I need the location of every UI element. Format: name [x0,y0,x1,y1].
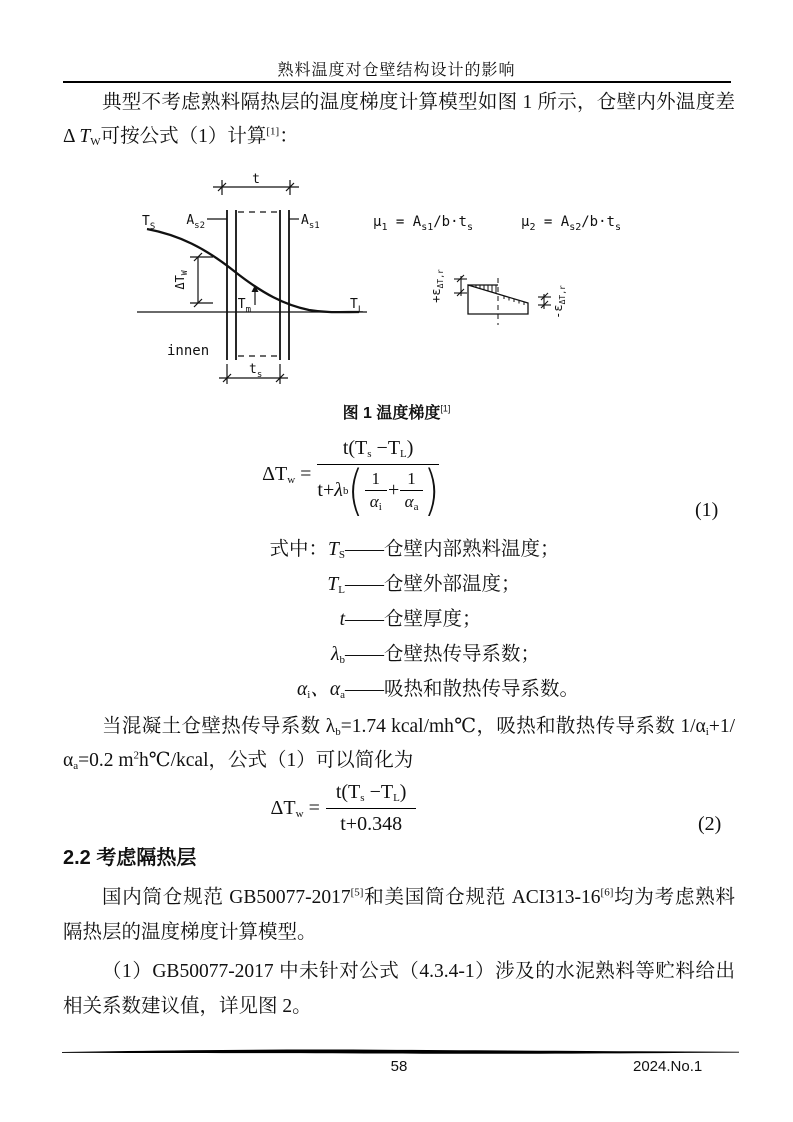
wall-lines [227,210,289,360]
definition-dash: —— [345,539,384,560]
paragraph-intro-colon: ： [279,126,299,147]
label-Ts: $T_S$ [142,214,156,232]
paragraph-intro-text: 典型不考虑熟料隔热层的温度梯度计算模型如图 1 所示，仓壁内外温度差Δ [63,92,735,147]
label-eps-negative: $-\varepsilon_{\Delta T,r}$ [551,285,567,319]
header-rule [63,81,731,83]
var-T-sub: W [90,136,101,148]
definition-term: t [339,609,345,630]
section-heading-2-2: 2.2 考虑隔热层 [63,847,197,869]
equation-1 [0,437,793,522]
paragraph-codes: 国内筒仓规范 GB50077-2017[5]和美国筒仓规范 ACI313-16[6]均为考虑熟料隔热层的温度梯度计算模型。 [63,886,735,943]
definition-row: 式中：$T_S$ —— 仓壁内部熟料温度； [63,532,735,567]
equation-2-numerator: $t(T_s -T_L)$ [326,781,417,809]
definition-desc: 仓壁厚度； [384,609,482,630]
definition-term: λ [331,644,340,665]
equation-1-denominator: t+ λ b ( $\frac{1}{\alpha_i}$ + $\frac{1}{\alpha_a}$ ) [317,458,440,522]
equation-2-body [271,781,417,836]
running-header-title: 熟料温度对仓壁结构设计的影响 [277,62,516,79]
definition-term: T [328,539,339,560]
equation-1-number: (1) [695,499,719,521]
temperature-gradient-diagram [137,172,690,394]
definition-desc: 仓壁内部熟料温度； [384,539,560,560]
dim-t-label: t [252,172,260,187]
figure-caption-text: 图 1 温度梯度 [342,405,441,422]
definition-term: T [327,574,339,595]
definition-desc: 仓壁热传导系数； [384,644,541,665]
definition-desc: 仓壁外部温度； [384,574,521,595]
label-Tm: $T_m$ [237,297,251,315]
temperature-curve [147,229,359,312]
figure-caption [0,400,793,423]
equation-1-lhs: $\Delta T_w$ = [262,463,312,486]
label-innen: innen [167,343,210,359]
definition-row: $\lambda_b$ —— 仓壁热传导系数； [63,637,735,672]
footer-page-number: 58 [390,1058,408,1075]
citation-ref-5: [5] [350,886,364,899]
footer-rule [62,1048,739,1056]
wall-dashed-edges [238,212,278,356]
equation-1-body [262,437,440,522]
equation-2-number: (2) [698,813,722,835]
definition-desc: 吸热和散热传导系数。 [384,679,580,700]
delta-Tw-dimension [190,253,213,307]
figure-temperature-gradient [137,172,690,394]
equation-2 [0,781,793,836]
footer-issue-label: 2024.No.1 [633,1058,703,1075]
label-As1: $A_{s1}$ [301,213,320,231]
paragraph-intro-text2: 可按公式（1）计算 [100,126,267,147]
definition-prefix: 式中： [269,539,329,560]
paragraph-gb50077-note: （1）GB50077-2017 中未针对公式（4.3.4-1）涉及的水泥熟料等贮料给出相关系数建议值，详见图 2。 [63,961,735,1017]
definitions-list [63,532,735,707]
definition-row: $T_L$ —— 仓壁外部温度； [63,567,735,602]
paragraph-simplification: 当混凝土仓壁热传导系数 $\lambda_b=1.74$ kcal/mh℃，吸热和散热传导系数 $1/\alpha_i+1/\alpha_a=0.2$ $m^2h℃$/kcal，公式（1）可以简化为 [63,716,735,772]
equation-1-fraction [317,437,440,522]
equation-1-numerator: $t(T_s -T_L)$ [317,437,438,465]
equation-2-fraction [326,781,417,836]
mu1-formula: $\mu_1 = A_{s1}/b\cdot t_s$ [373,214,473,233]
equation-2-lhs: $\Delta T_w$ = [270,797,320,820]
label-TL: $T_L$ [350,297,364,315]
definition-row: t —— 仓壁厚度； [63,602,735,637]
definition-row: $\alpha_i$、$\alpha_a$ —— 吸热和散热传导系数。 [63,672,735,707]
mu2-formula: $\mu_2 = A_{s2}/b\cdot t_s$ [521,214,621,233]
label-eps-positive: $+\varepsilon_{\Delta T,r}$ [429,269,445,303]
inner-fraction-2: $\frac{1}{\alpha_a}$ [400,469,423,512]
label-ts: $t_s$ [249,362,263,380]
citation-ref-6: [6] [600,886,614,899]
figure-caption-ref: [1] [440,403,451,414]
inner-fraction-1: $\frac{1}{\alpha_i}$ [365,469,388,512]
label-delta-Tw: $\Delta T_W$ [173,270,189,290]
equation-2-denominator: t+0.348 [340,813,403,835]
var-T: T [79,126,91,147]
strain-diagram [429,269,567,325]
label-As2: $A_{s2}$ [186,213,205,231]
definition-term: α [297,679,308,700]
citation-ref-1: [1] [266,125,280,138]
paragraph-intro [63,86,735,154]
